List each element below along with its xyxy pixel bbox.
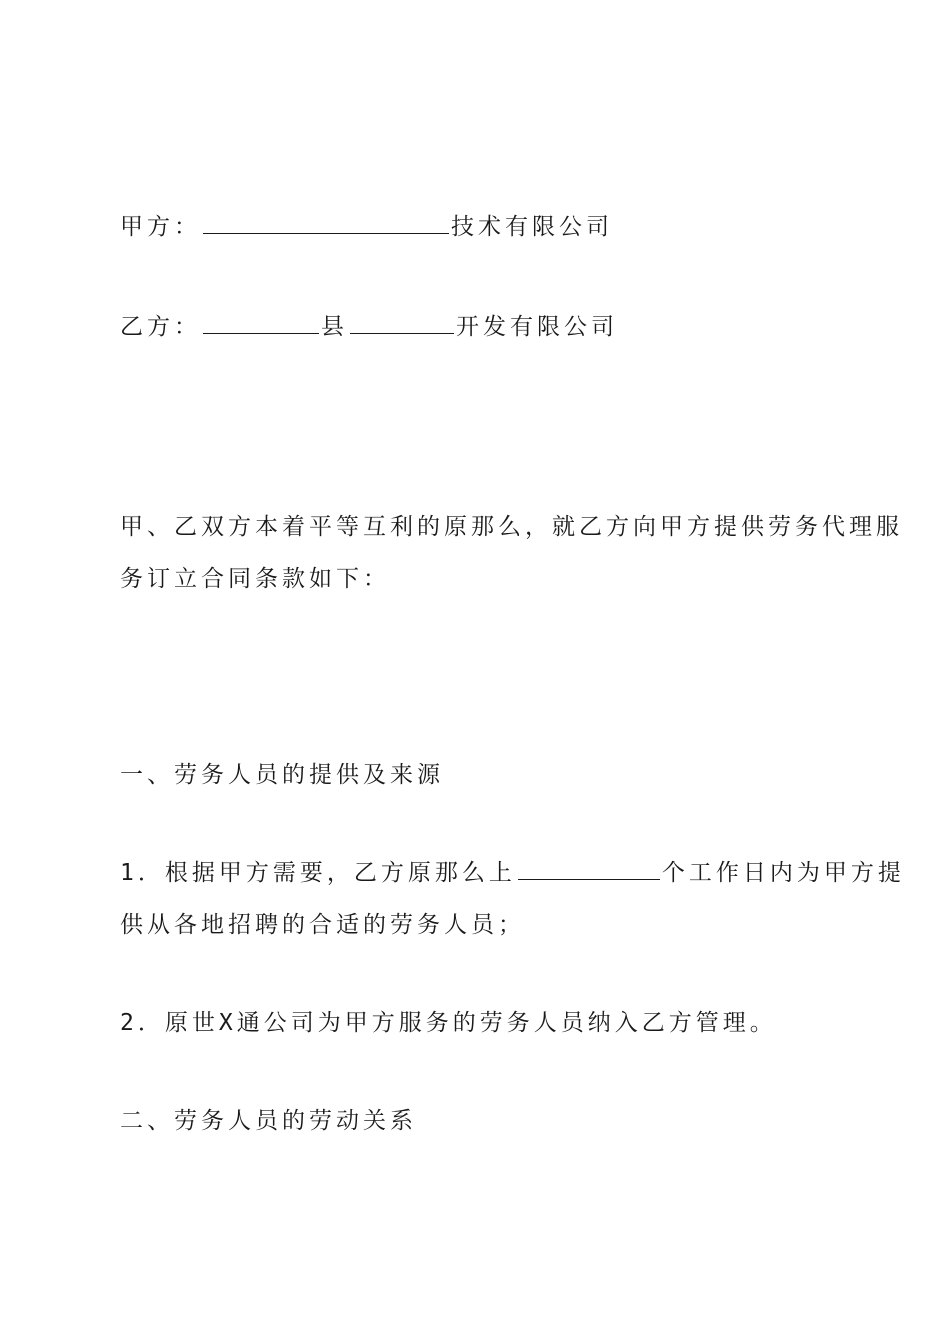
party-a-label: 甲方： [120,214,201,240]
section-1-item-2: 2．原世X通公司为甲方服务的劳务人员纳入乙方管理。 [120,1010,777,1036]
party-b-middle: 县 [321,314,348,340]
item-1-suffix: 个工作日内为甲方提 [661,860,905,886]
party-b-line [120,312,618,342]
section-2-heading: 二、劳务人员的劳动关系 [120,1108,417,1134]
item-1-prefix: 1．根据甲方需要，乙方原那么上 [120,860,516,886]
party-a-blank [203,215,449,234]
item-1-blank [518,861,660,880]
party-a-suffix: 技术有限公司 [451,214,613,240]
party-b-suffix: 开发有限公司 [456,314,618,340]
party-a-line [120,212,613,242]
party-b-blank-1 [203,315,319,334]
intro-line-2: 务订立合同条款如下： [120,566,390,592]
party-b-blank-2 [350,315,454,334]
section-1-item-1 [120,858,905,888]
section-1-item-1-line-2: 供从各地招聘的合适的劳务人员； [120,912,525,938]
section-1-heading: 一、劳务人员的提供及来源 [120,762,444,788]
intro-line-1: 甲、乙双方本着平等互利的原那么，就乙方向甲方提供劳务代理服 [120,514,903,540]
party-b-label: 乙方： [120,314,201,340]
